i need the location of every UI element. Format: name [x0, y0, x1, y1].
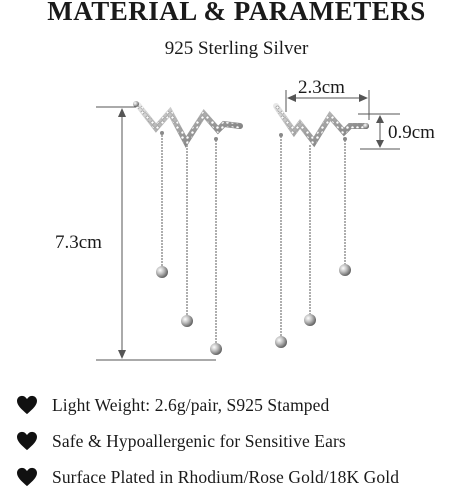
- feature-text: Light Weight: 2.6g/pair, S925 Stamped: [52, 394, 330, 415]
- right-bead-2: [304, 314, 316, 326]
- length-dimension: [96, 107, 216, 360]
- right-bead-1: [275, 336, 287, 348]
- heart-icon: [16, 395, 38, 415]
- heart-icon: [16, 467, 38, 487]
- page-title: MATERIAL & PARAMETERS: [47, 0, 426, 26]
- height-label: 0.9cm: [388, 122, 435, 143]
- feature-text: Safe & Hypoallergenic for Sensitive Ears: [52, 430, 346, 451]
- length-label: 7.3cm: [55, 232, 102, 253]
- heart-icon: [16, 431, 38, 451]
- right-bead-3: [339, 264, 351, 276]
- width-label: 2.3cm: [298, 77, 345, 98]
- feature-item: [16, 390, 329, 420]
- left-bead-3: [210, 343, 222, 355]
- left-earring: [133, 101, 240, 355]
- material-subtitle: 925 Sterling Silver: [164, 38, 309, 59]
- feature-text: Surface Plated in Rhodium/Rose Gold/18K Gold: [52, 466, 400, 487]
- right-earring: [275, 106, 369, 348]
- left-bead-2: [181, 315, 193, 327]
- left-bead-1: [156, 266, 168, 278]
- feature-item: [16, 426, 346, 456]
